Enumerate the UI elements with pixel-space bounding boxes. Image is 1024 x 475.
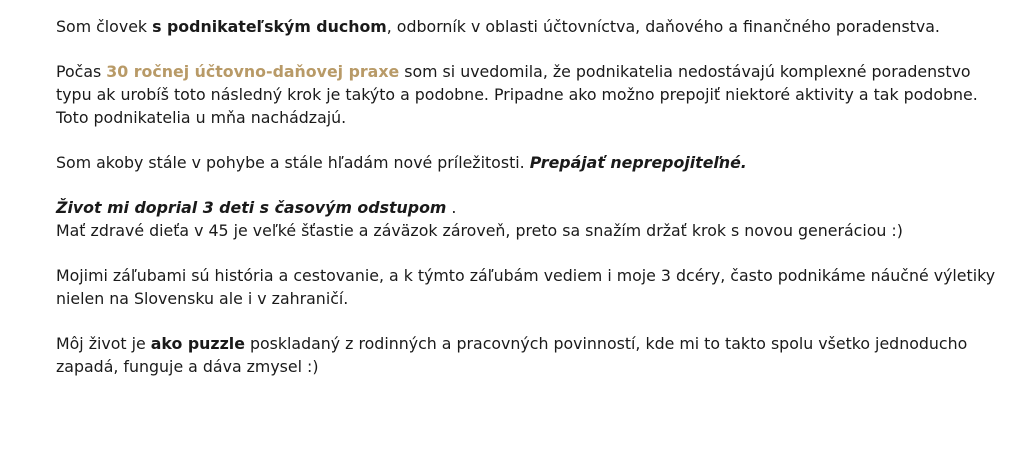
text: . xyxy=(446,198,457,217)
highlight-puzzle: ako puzzle xyxy=(150,334,245,353)
text: Mojimi záľubami sú história a cestovanie, a k týmto záľubám vediem i moje 3 dcéry, často podnikáme náučné výletiky nielen na Slovensku ale i v zahraničí. xyxy=(56,266,996,308)
children-line xyxy=(56,196,996,219)
text: poskladaný z rodinných a pracovných povinností, kde mi to takto spolu všetko jednoducho zapadá, funguje a dáva zmysel :) xyxy=(56,334,968,376)
text: Som akoby stále v pohybe a stále hľadám nové príležitosti. xyxy=(56,153,530,172)
paragraph-children xyxy=(56,196,996,242)
paragraph-puzzle xyxy=(56,332,996,378)
paragraph-practice xyxy=(56,60,996,129)
highlight-years-of-practice: 30 ročnej účtovno-daňovej praxe xyxy=(106,62,400,81)
text: Počas xyxy=(56,62,107,81)
text: , odborník v oblasti účtovníctva, daňového a finančného poradenstva. xyxy=(386,17,940,36)
text: Som človek xyxy=(56,17,153,36)
paragraph-hobbies xyxy=(56,264,996,310)
highlight-children: Život mi doprial 3 deti s časovým odstupom xyxy=(56,198,447,217)
paragraph-entrepreneur xyxy=(56,15,996,38)
highlight-motto: Prepájať neprepojiteľné. xyxy=(529,153,747,172)
text: som si uvedomila, že podnikatelia nedostávajú komplexné poradenstvo typu ak urobíš toto následný krok je takýto a podobne. Pripadne ako možno prepojiť niektoré aktivity a tak podobne. Toto podnikatelia u mňa nachádzajú. xyxy=(56,62,978,127)
text: Môj život je xyxy=(56,334,151,353)
text: Mať zdravé dieťa v 45 je veľké šťastie a záväzok zároveň, preto sa snažím držať krok s novou generáciou :) xyxy=(56,221,903,240)
about-text-block xyxy=(56,15,996,378)
paragraph-opportunities xyxy=(56,151,996,174)
highlight-entrepreneurial-spirit: s podnikateľským duchom xyxy=(152,17,387,36)
